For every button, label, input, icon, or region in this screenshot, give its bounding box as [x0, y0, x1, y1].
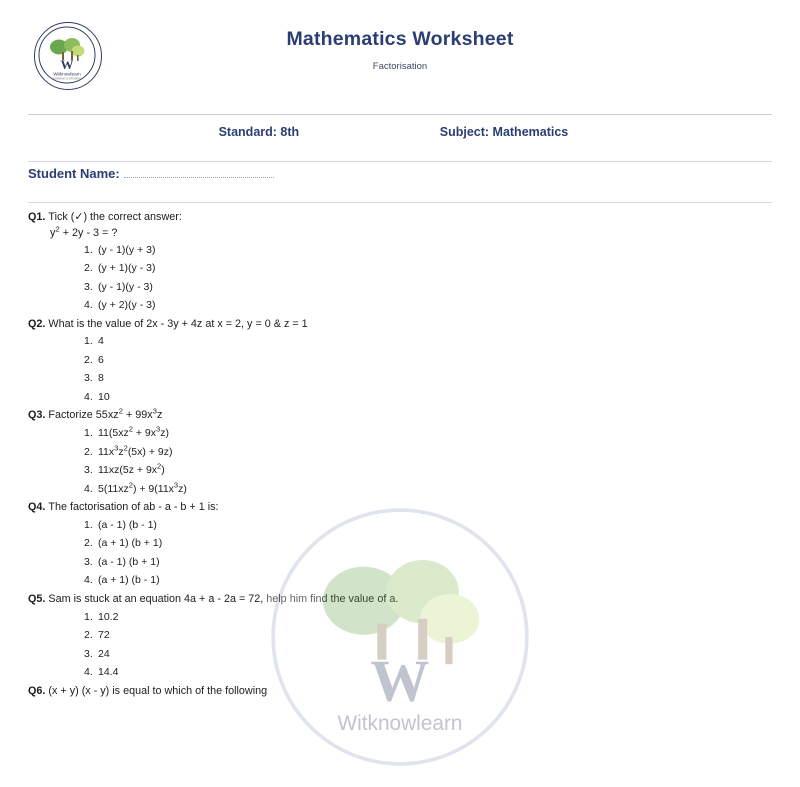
option-item[interactable] [28, 241, 772, 260]
question-block [28, 499, 772, 590]
option-item[interactable] [28, 480, 772, 499]
question-text [28, 683, 772, 700]
page-header [28, 0, 772, 100]
question-body: Sam is stuck at an equation 4a + a - 2a = 72, help him find the value of a. [48, 592, 399, 605]
option-list [28, 332, 772, 406]
student-name-label: Student Name: [28, 166, 120, 181]
option-item[interactable] [28, 351, 772, 370]
option-number: 4. [84, 666, 93, 679]
question-body: What is the value of 2x - 3y + 4z at x = 2, y = 0 & z = 1 [48, 317, 308, 330]
option-text: (y - 1)(y - 3) [98, 280, 153, 293]
page-subtitle: Factorisation [372, 61, 428, 72]
option-number: 3. [84, 280, 93, 293]
option-item[interactable] [28, 461, 772, 480]
option-number: 4. [84, 482, 93, 495]
question-number: Q3. [28, 409, 49, 422]
option-number: 1. [84, 427, 93, 440]
svg-text:W: W [60, 57, 74, 72]
student-name-input[interactable] [124, 176, 274, 178]
question-text [28, 407, 772, 424]
option-list [28, 241, 772, 315]
question-body: Factorize $55xz^2 + 99x^3z$ [48, 406, 163, 422]
option-text: $11(5xz^2 + 9x^3z)$ [98, 424, 169, 440]
option-number: 4. [84, 390, 93, 403]
option-text: (a + 1) (b + 1) [98, 537, 163, 550]
option-item[interactable] [28, 332, 772, 351]
option-number: 2. [84, 353, 93, 366]
option-number: 1. [84, 335, 93, 348]
question-block [28, 316, 772, 407]
option-number: 3. [84, 372, 93, 385]
question-number: Q6. [28, 684, 49, 697]
option-number: 4. [84, 299, 93, 312]
standard-label: Standard: 8th [218, 125, 300, 139]
option-text: (y + 2)(y - 3) [98, 299, 156, 312]
question-expression: $y^2 + 2y - 3$ = ? [50, 224, 118, 239]
question-text [28, 499, 772, 516]
question-number: Q1. [28, 211, 49, 223]
option-item[interactable] [28, 388, 772, 407]
question-block [28, 209, 772, 315]
question-text [28, 316, 772, 333]
svg-text:Witknowlearn: Witknowlearn [337, 711, 463, 735]
option-text: 4 [98, 335, 104, 348]
option-text: (a - 1) (b - 1) [98, 518, 157, 531]
question-block [28, 407, 772, 498]
option-item[interactable] [28, 516, 772, 535]
option-item[interactable] [28, 369, 772, 388]
svg-text:LEARNING IS GROWING: LEARNING IS GROWING [53, 77, 81, 81]
option-text: 6 [98, 353, 104, 366]
option-item[interactable] [28, 259, 772, 278]
option-text: 10.2 [98, 610, 119, 623]
option-text: (a + 1) (b - 1) [98, 574, 160, 587]
option-text: $11xz(5z + 9x^2)$ [98, 461, 165, 477]
option-item[interactable] [28, 296, 772, 315]
option-list [28, 608, 772, 682]
option-item[interactable] [28, 626, 772, 645]
option-list [28, 424, 772, 498]
question-text [28, 591, 772, 608]
option-number: 2. [84, 629, 93, 642]
option-text: 10 [98, 390, 110, 403]
question-block [28, 683, 772, 700]
question-body: (x + y) (x - y) is equal to which of the following [48, 684, 268, 697]
option-item[interactable] [28, 608, 772, 627]
option-text: $5(11xz^2) + 9(11x^3z)$ [98, 480, 187, 495]
option-number: 1. [84, 610, 93, 623]
option-number: 3. [84, 647, 93, 660]
title-block [28, 14, 772, 72]
svg-text:W: W [370, 648, 430, 714]
brand-logo [34, 22, 102, 90]
option-text: (y + 1)(y - 3) [98, 262, 156, 275]
question-number: Q5. [28, 592, 49, 605]
option-number: 3. [84, 464, 93, 477]
option-number: 2. [84, 445, 93, 458]
question-body: Tick (✓) the correct answer: [48, 211, 182, 223]
option-number: 3. [84, 555, 93, 568]
option-number: 1. [84, 243, 93, 256]
meta-row [28, 115, 772, 147]
questions-list [28, 203, 772, 700]
option-item[interactable] [28, 278, 772, 297]
student-name-row [28, 162, 772, 188]
question-body: The factorisation of ab - a - b + 1 is: [48, 501, 219, 514]
question-text [28, 209, 772, 226]
option-number: 4. [84, 574, 93, 587]
option-item[interactable] [28, 663, 772, 682]
option-item[interactable] [28, 534, 772, 553]
option-number: 2. [84, 537, 93, 550]
option-text: 8 [98, 372, 104, 385]
option-list [28, 516, 772, 590]
svg-text:Witknowlearn: Witknowlearn [53, 71, 81, 77]
option-item[interactable] [28, 443, 772, 462]
question-number: Q2. [28, 317, 49, 330]
subject-label: Subject: Mathematics [439, 125, 569, 139]
page-title: Mathematics Worksheet [286, 28, 514, 50]
option-number: 2. [84, 262, 93, 275]
option-item[interactable] [28, 424, 772, 443]
option-item[interactable] [28, 553, 772, 572]
option-text: (y - 1)(y + 3) [98, 243, 156, 256]
option-text: 24 [98, 647, 110, 660]
option-item[interactable] [28, 645, 772, 664]
option-text: 72 [98, 629, 110, 642]
option-text: 14.4 [98, 666, 119, 679]
option-text: (a - 1) (b + 1) [98, 555, 160, 568]
option-number: 1. [84, 518, 93, 531]
question-number: Q4. [28, 501, 49, 514]
question-block [28, 591, 772, 682]
option-item[interactable] [28, 571, 772, 590]
option-text: $11x^3z^2(5x) + 9z$) [98, 443, 173, 458]
